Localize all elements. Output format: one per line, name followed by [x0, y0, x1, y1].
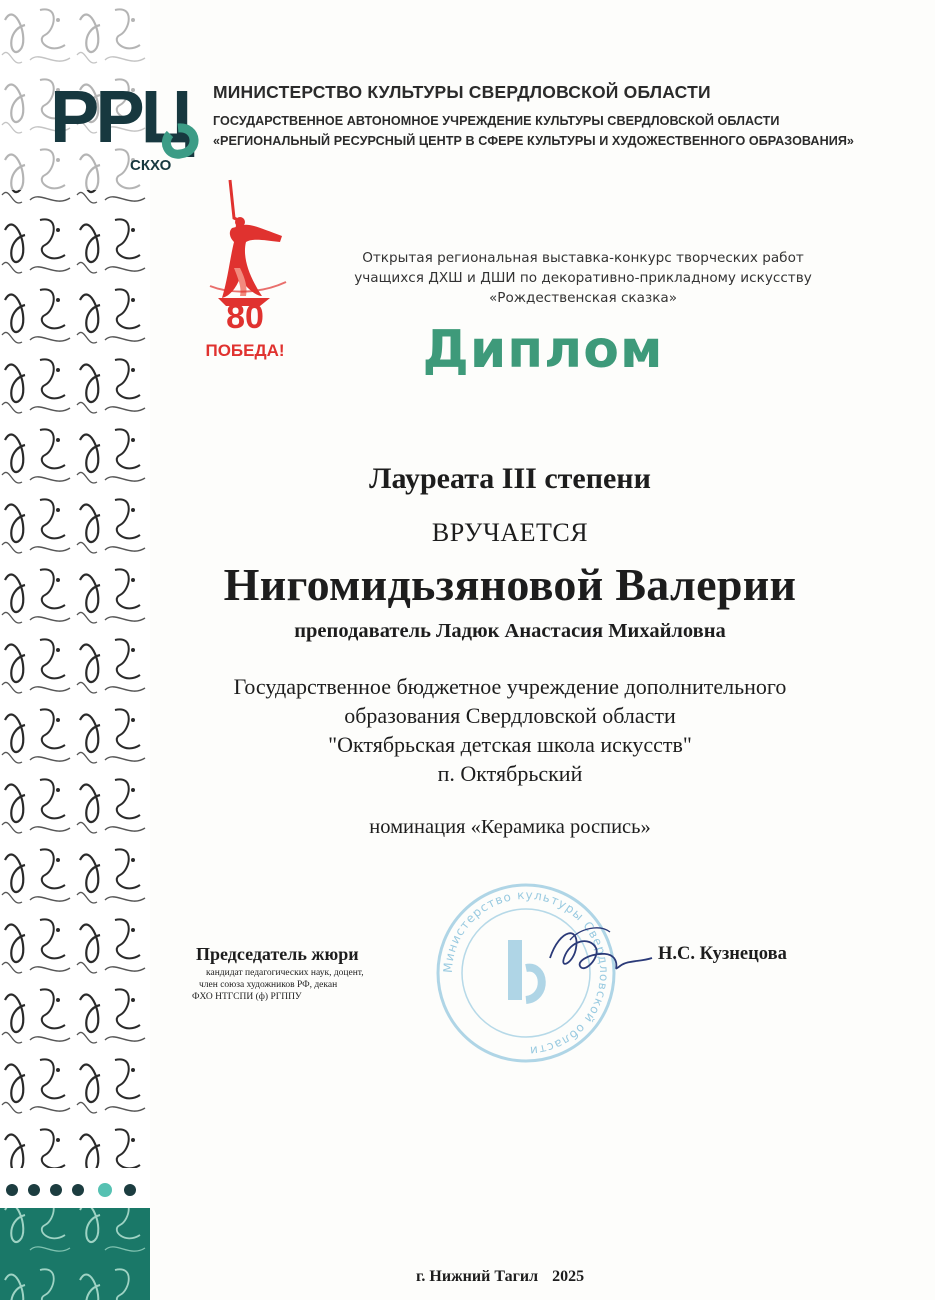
- stamp-text: Министерство культуры Свердловской области: [440, 887, 612, 1059]
- decorative-calligraphy-strip: [0, 0, 150, 1300]
- rrc-logo: [50, 72, 200, 172]
- footer: [150, 1268, 850, 1286]
- footer-year: 2025: [552, 1268, 585, 1285]
- teacher-name: преподаватель Ладюк Анастасия Михайловна: [294, 620, 726, 642]
- header-block: [213, 82, 913, 151]
- jury-cred-2: член союза художников РФ, декан: [199, 980, 338, 990]
- stamp-logo-icon: [508, 940, 522, 1000]
- school-line-2: образования Свердловской области: [344, 703, 676, 728]
- contest-description: [300, 248, 866, 308]
- school-institution: [150, 672, 870, 788]
- school-line-1: Государственное бюджетное учреждение дополнительного: [233, 674, 787, 699]
- award-degree: Лауреата III степени: [369, 462, 651, 495]
- jury-cred-1: кандидат педагогических наук, доцент,: [206, 968, 364, 978]
- institution-line-2: «РЕГИОНАЛЬНЫЙ РЕСУРСНЫЙ ЦЕНТР В СФЕРЕ КУЛЬТУРЫ И ХУДОЖЕСТВЕННОГО ОБРАЗОВАНИЯ»: [213, 134, 854, 148]
- awarded-label: ВРУЧАЕТСЯ: [431, 518, 589, 547]
- emblem-word: ПОБЕДА!: [205, 341, 285, 360]
- school-line-4: п. Октябрьский: [437, 761, 583, 786]
- signer-name: Н.С. Кузнецова: [658, 944, 787, 964]
- victory-80-emblem: [190, 178, 300, 368]
- nomination: номинация «Керамика роспись»: [369, 816, 651, 838]
- diploma-title: Диплом: [422, 320, 664, 380]
- school-line-3: "Октябрьская детская школа искусств": [328, 732, 692, 757]
- jury-cred-3: ФХО НТГСПИ (ф) РГППУ: [192, 992, 302, 1002]
- emblem-number: 80: [226, 298, 264, 336]
- logo-subtext: СКХО: [130, 157, 172, 172]
- recipient-name: Нигомидьзяновой Валерии: [223, 559, 797, 610]
- jury-title: Председатель жюри: [196, 944, 359, 964]
- jury-chair: [192, 944, 364, 1003]
- jury-credentials: [192, 967, 364, 1003]
- institution-line-1: ГОСУДАРСТВЕННОЕ АВТОНОМНОЕ УЧРЕЖДЕНИЕ КУЛЬТУРЫ СВЕРДЛОВСКОЙ ОБЛАСТИ: [213, 114, 780, 128]
- contest-line-3: «Рождественская сказка»: [488, 290, 678, 306]
- footer-city: г. Нижний Тагил: [415, 1268, 539, 1285]
- motherland-statue-icon: [210, 180, 286, 306]
- signature: [540, 918, 660, 988]
- contest-line-1: Открытая региональная выставка-конкурс творческих работ: [362, 250, 804, 266]
- contest-line-2: учащихся ДХШ и ДШИ по декоративно-прикладному искусству: [354, 270, 812, 286]
- logo-text: РРЦ: [50, 75, 191, 158]
- ministry-name: МИНИСТЕРСТВО КУЛЬТУРЫ СВЕРДЛОВСКОЙ ОБЛАСТИ: [213, 82, 711, 102]
